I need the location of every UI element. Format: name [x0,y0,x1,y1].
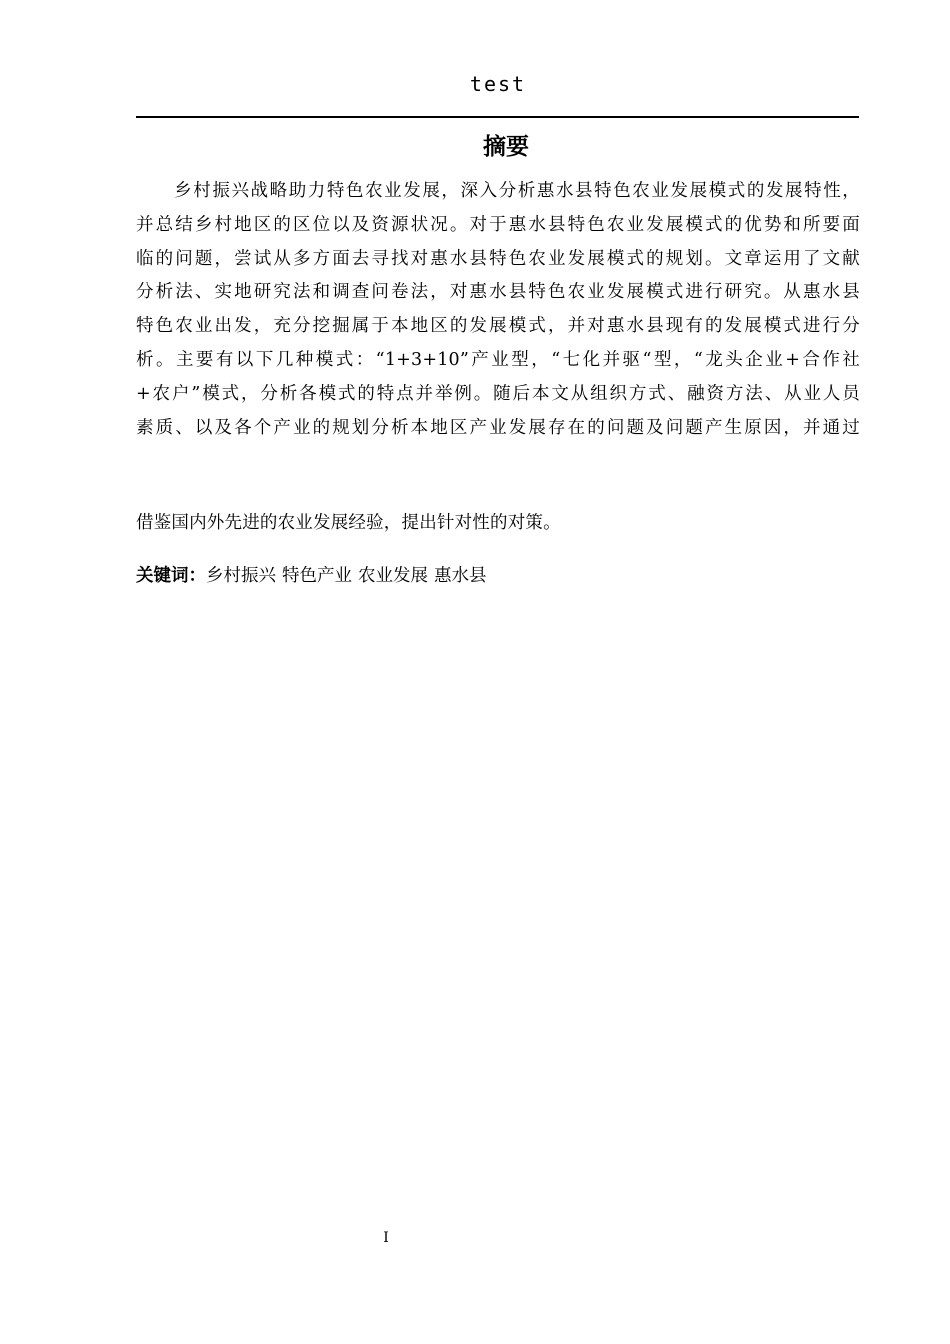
header-text: test [469,72,527,96]
keyword: 乡村振兴 [206,566,276,586]
header-rule [136,116,859,118]
abstract-line: 分析法、实地研究法和调查问卷法，对惠水县特色农业发展模式进行研究。从惠水县 [136,282,860,303]
keyword: 农业发展 [358,566,428,586]
keyword: 惠水县 [434,566,487,586]
abstract-line: 析。主要有以下几种模式：“1+3+10”产业型，“七化并驱“型，“龙头企业+合作社 [136,349,860,370]
abstract-line: +农户”模式，分析各模式的特点并举例。随后本文从组织方式、融资方法、从业人员 [136,383,860,404]
abstract-line: 临的问题，尝试从多方面去寻找对惠水县特色农业发展模式的规划。文章运用了文献 [136,248,860,269]
page-number: I [383,1230,389,1246]
abstract-line: 乡村振兴战略助力特色农业发展，深入分析惠水县特色农业发展模式的发展特性， [136,181,860,201]
abstract-line: 特色农业出发，充分挖掘属于本地区的发展模式，并对惠水县现有的发展模式进行分 [136,316,860,337]
abstract-title: 摘要 [483,134,529,160]
abstract-closing [136,507,860,541]
abstract-paragraph [136,175,860,445]
abstract-line: 并总结乡村地区的区位以及资源状况。对于惠水县特色农业发展模式的优势和所要面 [136,214,860,235]
abstract-closing-line: 借鉴国内外先进的农业发展经验，提出针对性的对策。 [136,513,561,533]
keywords [136,562,493,590]
abstract-line: 素质、以及各个产业的规划分析本地区产业发展存在的问题及问题产生原因，并通过 [136,417,860,438]
keyword: 特色产业 [282,566,352,586]
keywords-label: 关键词： [136,566,206,586]
